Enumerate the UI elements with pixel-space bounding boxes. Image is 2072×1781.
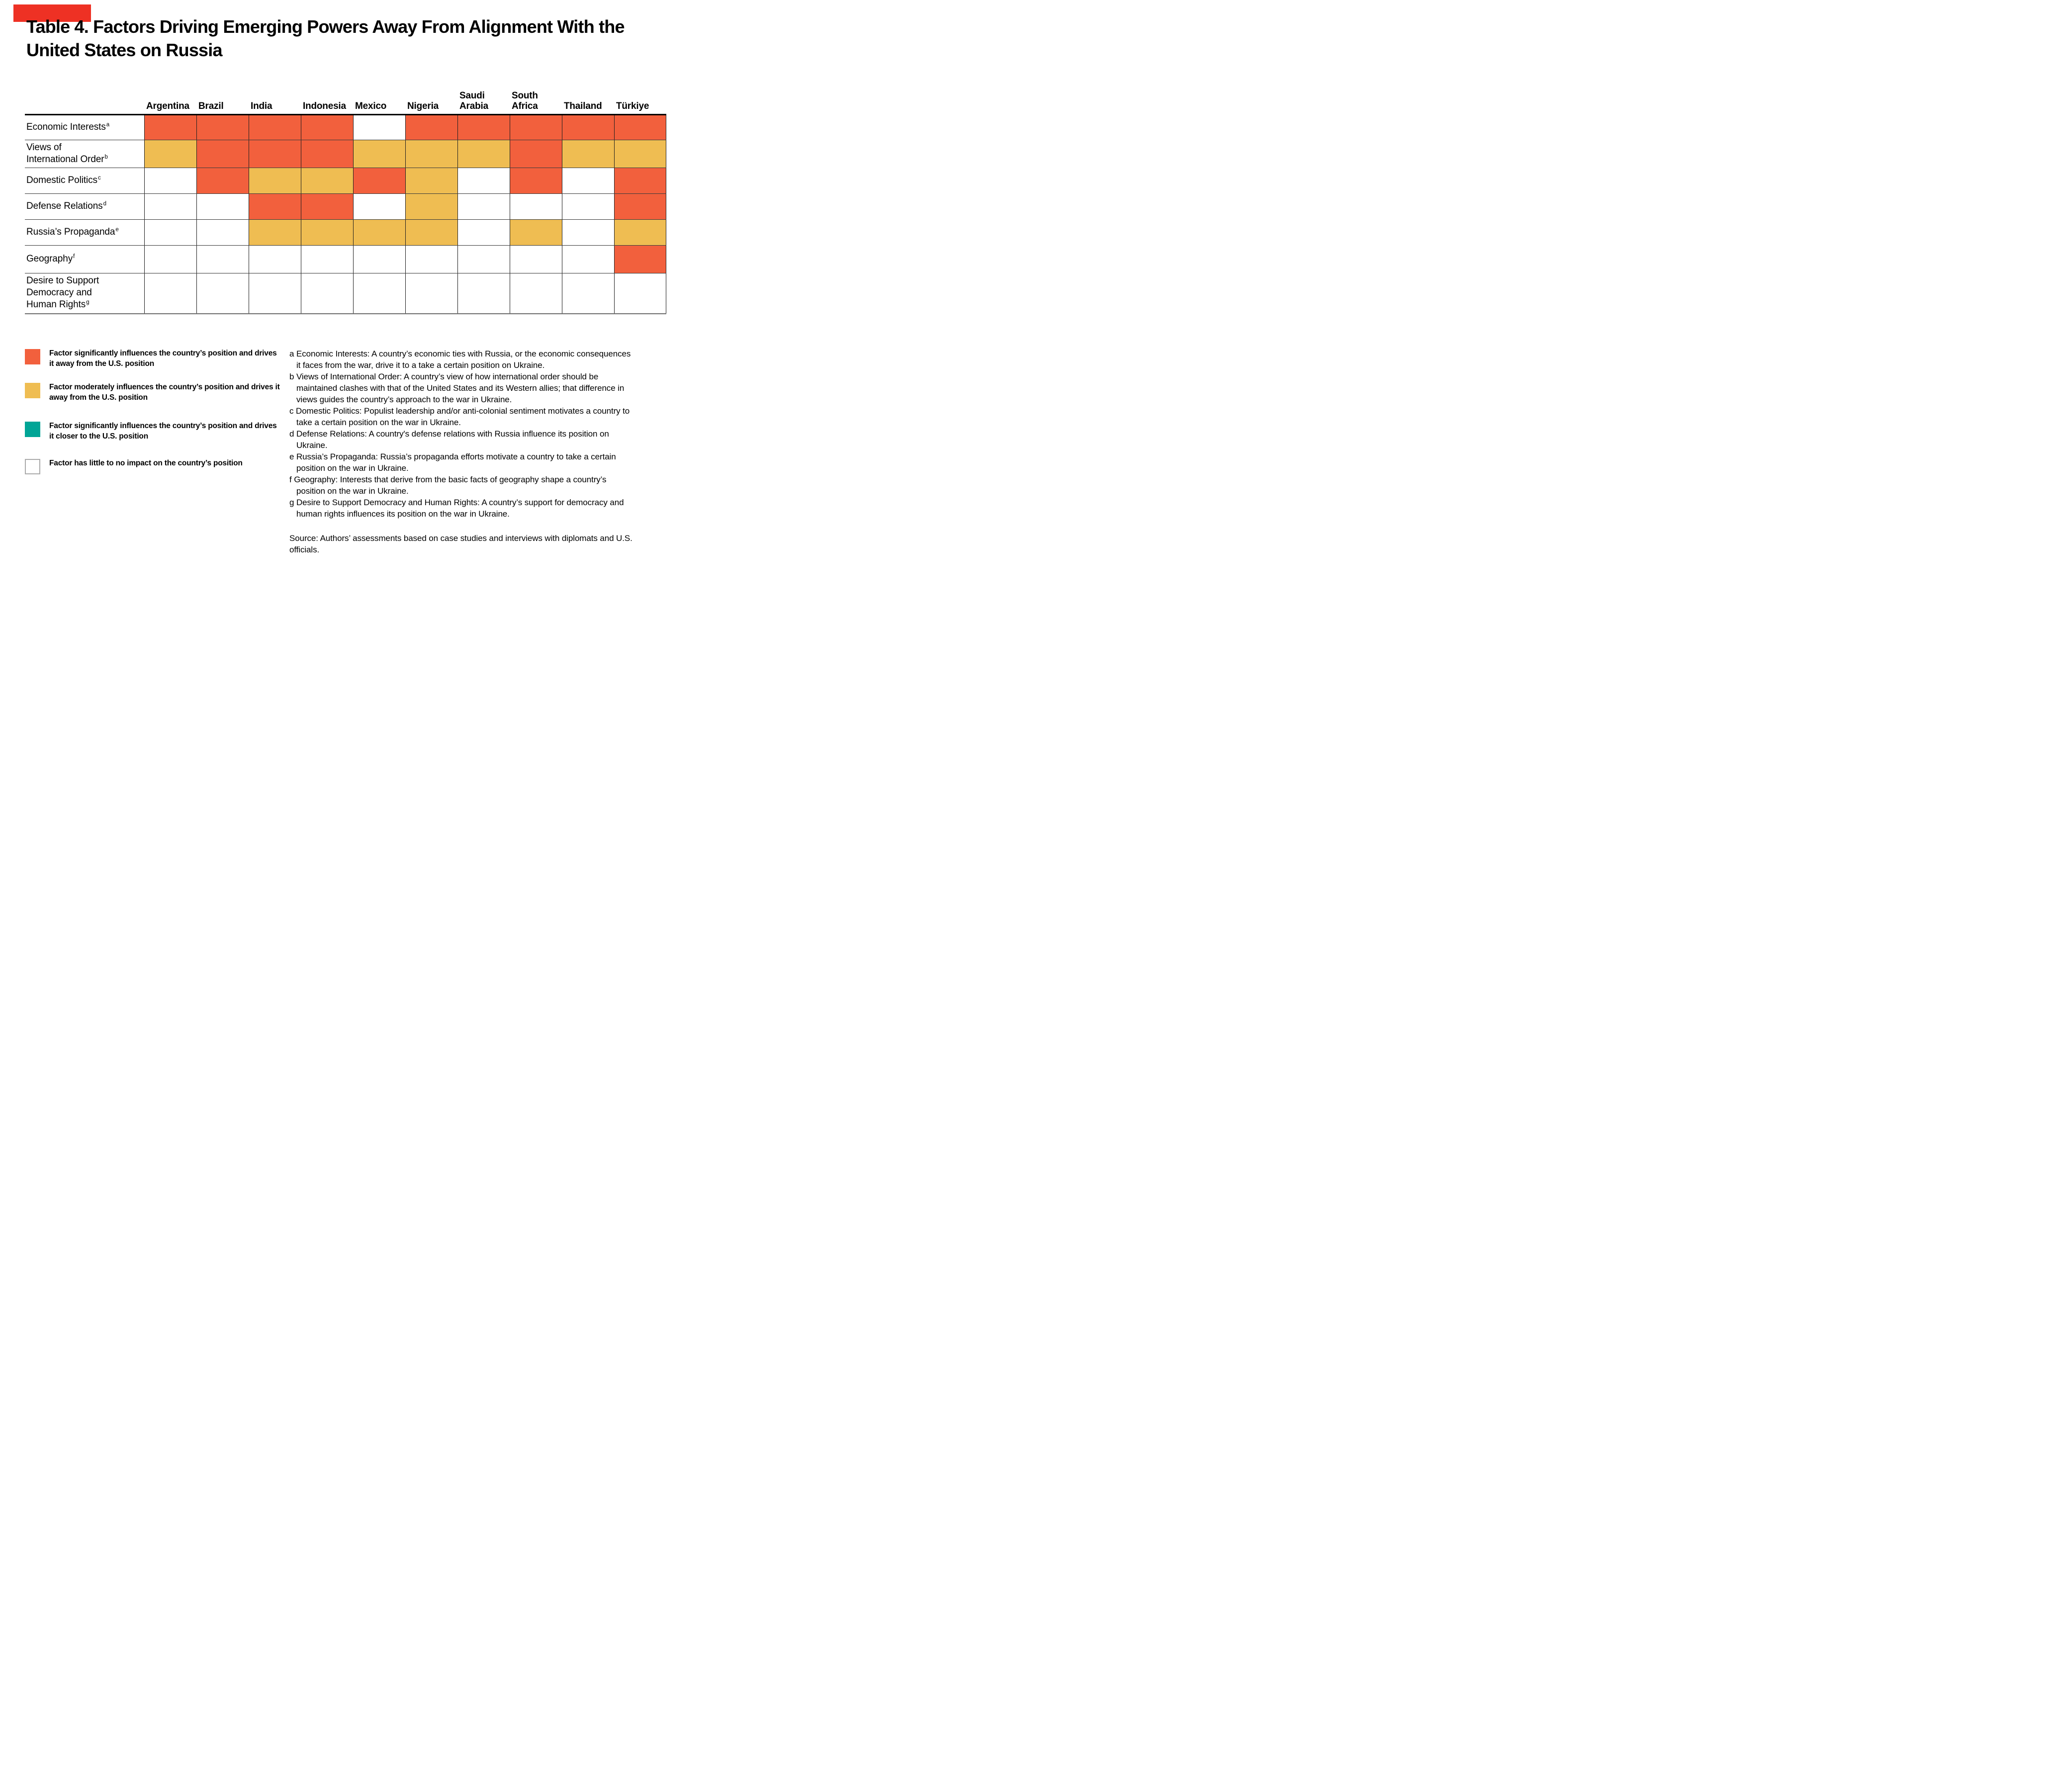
column-header: Türkiye (616, 101, 649, 111)
matrix-cell (510, 220, 562, 245)
row-label-line: Geography$^f$ (26, 253, 75, 264)
matrix-cell (457, 140, 510, 168)
row-label (25, 140, 144, 168)
row-label (25, 246, 144, 273)
column-header: Mexico (355, 101, 387, 111)
footnote-item (289, 371, 632, 405)
matrix-cell (457, 273, 510, 313)
footnote-text: Geography: Interests that derive from the basic facts of geography shape a country’s position on the war in Ukraine. (291, 475, 607, 496)
footnote-item (289, 348, 632, 371)
matrix-cell (144, 194, 196, 219)
table-row (25, 194, 666, 220)
matrix-cell (249, 273, 301, 313)
footnote-marker: e (115, 226, 119, 233)
legend-item (25, 458, 288, 474)
row-label (25, 220, 144, 245)
matrix-cell (353, 168, 405, 193)
row-label-line: Russia’s Propaganda$^e$ (26, 226, 119, 237)
table-row (25, 273, 666, 314)
matrix-cell (144, 168, 196, 193)
row-label (25, 115, 144, 140)
row-label (25, 273, 144, 313)
matrix-cell (562, 115, 614, 140)
matrix-cell (301, 168, 353, 193)
matrix-cell (405, 140, 457, 168)
matrix-cell (405, 220, 457, 245)
matrix-cell (614, 246, 666, 273)
row-label-line: International Order$^b$ (26, 154, 108, 165)
matrix-cell (510, 140, 562, 168)
row-label-line: Democracy and (26, 287, 92, 298)
row-label-line: Economic Interests$^a$ (26, 121, 110, 132)
matrix-cell (457, 246, 510, 273)
matrix-cell (562, 273, 614, 313)
matrix-cell (196, 140, 249, 168)
matrix-cell (405, 194, 457, 219)
footnote-text: Desire to Support Democracy and Human Rights: A country’s support for democracy and human rights influences its position on the war in Ukraine. (294, 498, 624, 519)
row-label (25, 168, 144, 193)
column-header: South Africa (512, 90, 538, 111)
column-header: India (251, 101, 272, 111)
matrix-cell (196, 194, 249, 219)
matrix-cell (249, 140, 301, 168)
legend (25, 348, 288, 474)
row-label (25, 194, 144, 219)
footnotes (289, 348, 632, 555)
legend-swatch (25, 383, 40, 398)
matrix-cell (510, 246, 562, 273)
legend-label: Factor has little to no impact on the country’s position (49, 459, 243, 467)
footnote-text: Russia’s Propaganda: Russia’s propaganda efforts motivate a country to take a certain position on the war in Ukraine. (294, 452, 616, 473)
table-row (25, 168, 666, 194)
matrix-cell (614, 168, 666, 193)
matrix-cell (301, 140, 353, 168)
row-label-line: Domestic Politics$^c$ (26, 175, 101, 185)
matrix-cell (405, 168, 457, 193)
matrix-cell (614, 140, 666, 168)
matrix-cell (562, 140, 614, 168)
matrix-cell (353, 194, 405, 219)
footnote-letter: c (289, 406, 294, 416)
matrix-cell (249, 220, 301, 245)
footnote-letter: a (289, 349, 294, 358)
matrix-cell (301, 194, 353, 219)
matrix-cell (196, 246, 249, 273)
matrix-cell (353, 115, 405, 140)
footnote-item (289, 451, 632, 474)
legend-label: Factor significantly influences the country’s position and drives it closer to the U.S. position (49, 422, 277, 441)
matrix-cell (301, 246, 353, 273)
matrix-cell (562, 246, 614, 273)
matrix-cell (144, 220, 196, 245)
matrix-cell (405, 115, 457, 140)
legend-item (25, 382, 288, 403)
footnote-text: Domestic Politics: Populist leadership and/or anti-colonial sentiment motivates a country to take a certain position on the war in Ukraine. (293, 406, 630, 427)
matrix-cell (562, 194, 614, 219)
matrix-cell (249, 115, 301, 140)
footnote-item (289, 474, 632, 497)
matrix-cell (510, 194, 562, 219)
table-title-line2: United States on Russia (26, 40, 222, 60)
matrix-cell (196, 168, 249, 193)
matrix-cell (614, 115, 666, 140)
footnote-letter: f (289, 475, 292, 484)
footnote-marker: b (104, 154, 108, 160)
footnote-letter: g (289, 498, 294, 507)
table-title-line1: Table 4. Factors Driving Emerging Powers Away From Alignment With the (26, 16, 625, 37)
footnote-item (289, 405, 632, 428)
column-header: Brazil (198, 101, 224, 111)
footnote-marker: c (97, 175, 101, 181)
legend-swatch (25, 422, 40, 437)
matrix-cell (144, 246, 196, 273)
legend-label: Factor moderately influences the country’s position and drives it away from the U.S. position (49, 383, 280, 402)
footnote-item (289, 428, 632, 451)
matrix-cell (249, 246, 301, 273)
matrix-cell (614, 194, 666, 219)
table-corner-cell (25, 85, 144, 114)
table-row (25, 246, 666, 273)
column-header: Indonesia (303, 101, 346, 111)
matrix-cell (249, 168, 301, 193)
matrix-cell (144, 140, 196, 168)
matrix-cell (614, 220, 666, 245)
source-note: Source: Authors’ assessments based on case studies and interviews with diplomats and U.S. officials. (289, 534, 632, 554)
legend-swatch (25, 459, 40, 474)
matrix-cell (510, 168, 562, 193)
footnote-text: Economic Interests: A country’s economic ties with Russia, or the economic consequences it faces from the war, drive it to a take a certain position on Ukraine. (294, 349, 631, 370)
footnote-marker: g (86, 299, 90, 305)
matrix-cell (457, 194, 510, 219)
matrix-cell (510, 273, 562, 313)
matrix-cell (614, 273, 666, 313)
matrix-cell (562, 220, 614, 245)
matrix-cell (353, 246, 405, 273)
matrix-cell (405, 246, 457, 273)
footnote-marker: f (73, 253, 75, 260)
table-header-row (25, 85, 666, 115)
matrix-cell (405, 273, 457, 313)
table-title (26, 15, 625, 62)
matrix-cell (249, 194, 301, 219)
matrix-cell (144, 115, 196, 140)
row-label-line: Desire to Support (26, 275, 99, 286)
column-header: Thailand (564, 101, 602, 111)
matrix-cell (457, 115, 510, 140)
report-table-page (0, 0, 691, 594)
matrix-cell (196, 220, 249, 245)
matrix-cell (301, 220, 353, 245)
legend-item (25, 348, 288, 369)
matrix-cell (353, 220, 405, 245)
footnote-letter: e (289, 452, 294, 461)
footnote-marker: a (106, 121, 110, 128)
legend-swatch (25, 349, 40, 364)
matrix-cell (301, 273, 353, 313)
matrix-cell (457, 220, 510, 245)
matrix-cell (353, 273, 405, 313)
row-label-line: Human Rights$^g$ (26, 299, 90, 310)
table-row (25, 140, 666, 168)
footnote-text: Views of International Order: A country’s view of how international order should be maintained clashes with that of the United States and its Western allies; that difference in views guides the country’s approach to the war in Ukraine. (294, 372, 625, 404)
column-header: Argentina (146, 101, 189, 111)
factors-table (25, 85, 666, 314)
matrix-cell (196, 273, 249, 313)
matrix-cell (196, 115, 249, 140)
row-label-line: Views of (26, 142, 62, 153)
footnote-item (289, 497, 632, 520)
footnote-marker: d (103, 200, 106, 207)
row-label-line: Defense Relations$^d$ (26, 200, 106, 211)
column-header: Saudi Arabia (459, 90, 488, 111)
footnote-letter: b (289, 372, 294, 381)
footnote-letter: d (289, 429, 294, 439)
table-row (25, 115, 666, 140)
table-row (25, 220, 666, 246)
matrix-cell (144, 273, 196, 313)
matrix-cell (457, 168, 510, 193)
footnote-text: Defense Relations: A country's defense relations with Russia influence its position on Ukraine. (294, 429, 609, 450)
legend-label: Factor significantly influences the country’s position and drives it away from the U.S. position (49, 349, 277, 368)
matrix-cell (562, 168, 614, 193)
matrix-cell (510, 115, 562, 140)
legend-item (25, 421, 288, 442)
column-header: Nigeria (407, 101, 439, 111)
matrix-cell (301, 115, 353, 140)
matrix-cell (353, 140, 405, 168)
